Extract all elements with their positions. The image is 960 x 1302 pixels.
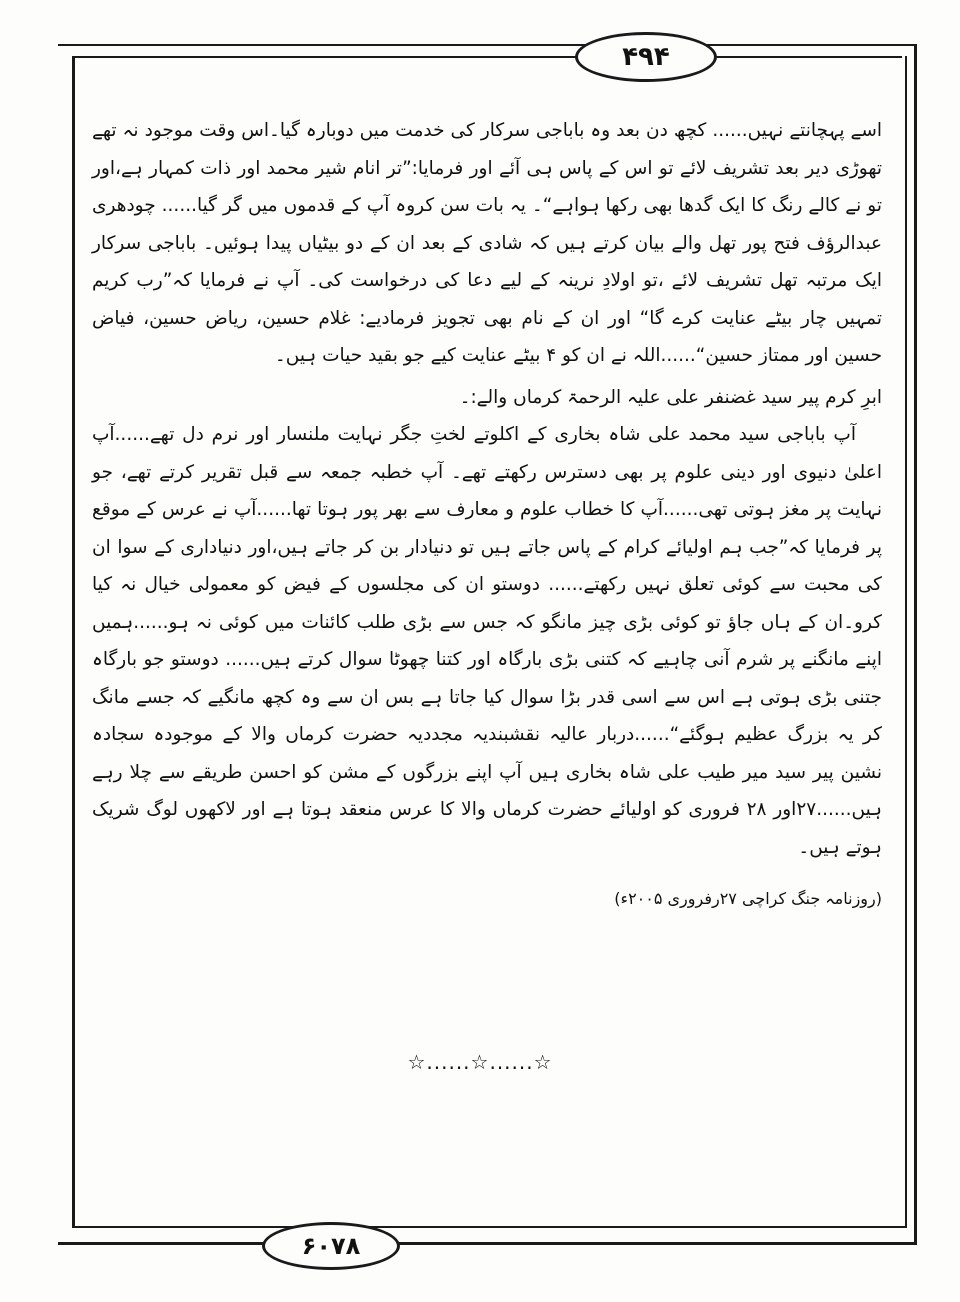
body-text (92, 112, 882, 914)
section-heading: ابرِ کرم پیر سید غضنفر علی علیہ الرحمۃ کرماں والے:۔ (459, 386, 882, 408)
source-citation: (روزنامہ جنگ کراچی ۲۷رفروری ۲۰۰۵ء) (614, 889, 882, 908)
main-paragraph: آپ باباجی سید محمد علی شاہ بخاری کے اکلوتے لختِ جگر نہایت ملنسار اور نرم دل تھے......آپ اعلیٰ دنیوی اور دینی علوم پر بھی دسترس رکھتے تھے۔ آپ خطبہ جمعہ سے قبل تقریر کرتے تھے، جو نہایت پر مغز ہوتی تھی......آپ کا خطاب علوم و معارف سے بھر پور ہوتا تھا......آپ نے عرس کے موقع پر فرمایا کہ”جب ہم اولیائے کرام کے پاس جاتے ہیں تو دنیادار بن کر جاتے ہیں،اور دنیاداری کے سوا ان کی محبت سے کوئی تعلق نہیں رکھتے...... دوستو ان کی مجلسوں کے فیض کو معمولی خیال نہ کیا کرو۔ان کے ہاں جاؤ تو کوئی بڑی چیز مانگو کہ جس سے بڑی طلب کائنات میں کوئی نہ ہو......ہمیں اپنے مانگنے پر شرم آنی چاہیے کہ کتنی بڑی بارگاہ اور کتنا چھوٹا سوال کرتے ہیں...... دوستو جو بارگاہ جتنی بڑی ہوتی ہے اس سے اسی قدر بڑا سوال کیا جاتا ہے بس ان سے وہ کچھ مانگیے کہ جسے مانگ کر یہ بزرگ عظیم ہوگئے“......دربار عالیہ نقشبندیہ مجددیہ حضرت کرماں والا کے موجودہ سجادہ نشین پیر سید میر طیب علی شاہ بخاری ہیں آپ اپنے بزرگوں کے مشن کو احسن طریقے سے چلا رہے ہیں......۲۷اور ۲۸ فروری کو اولیائے حضرت کرماں والا کا عرس منعقد ہوتا ہے اور لاکھوں لوگ شریک ہوتے ہیں۔ (92, 424, 882, 858)
top-page-number: ۴۹۴ (575, 32, 717, 82)
page-frame-top-right-line (710, 56, 902, 58)
star-separator: ☆......☆......☆ (407, 1050, 553, 1074)
page-frame-top-left-line (72, 56, 577, 58)
intro-paragraph: اسے پہچانتے نہیں...... کچھ دن بعد وہ باباجی سرکار کی خدمت میں دوبارہ گیا۔اس وقت موجود نہ تھے تھوڑی دیر بعد تشریف لائے تو اس کے پاس ہی آئے اور فرمایا:”تر انام شیر محمد اور ذات کمہار ہے،اور تو نے کالے رنگ کا ایک گدھا بھی رکھا ہواہے“۔ یہ بات سن کروہ آپ کے قدموں میں گر گیا...... چودھری عبدالرؤف فتح پور تھل والے بیان کرتے ہیں کہ شادی کے بعد ان کے دو بیٹیاں پیدا ہوئیں۔ باباجی سرکار ایک مرتبہ تھل تشریف لائے ،تو اولادِ نرینہ کے لیے دعا کی درخواست کی۔ آپ نے فرمایا کہ”رب کریم تمہیں چار بیٹے عنایت کرے گا“ اور ان کے نام بھی تجویز فرمادیے: غلام حسین، ریاض حسین، فیاض حسین اور ممتاز حسین“......اللہ نے ان کو ۴ بیٹے عنایت کیے جو بقید حیات ہیں۔ (92, 120, 882, 366)
bottom-page-number: ۶۰۷۸ (262, 1222, 400, 1270)
